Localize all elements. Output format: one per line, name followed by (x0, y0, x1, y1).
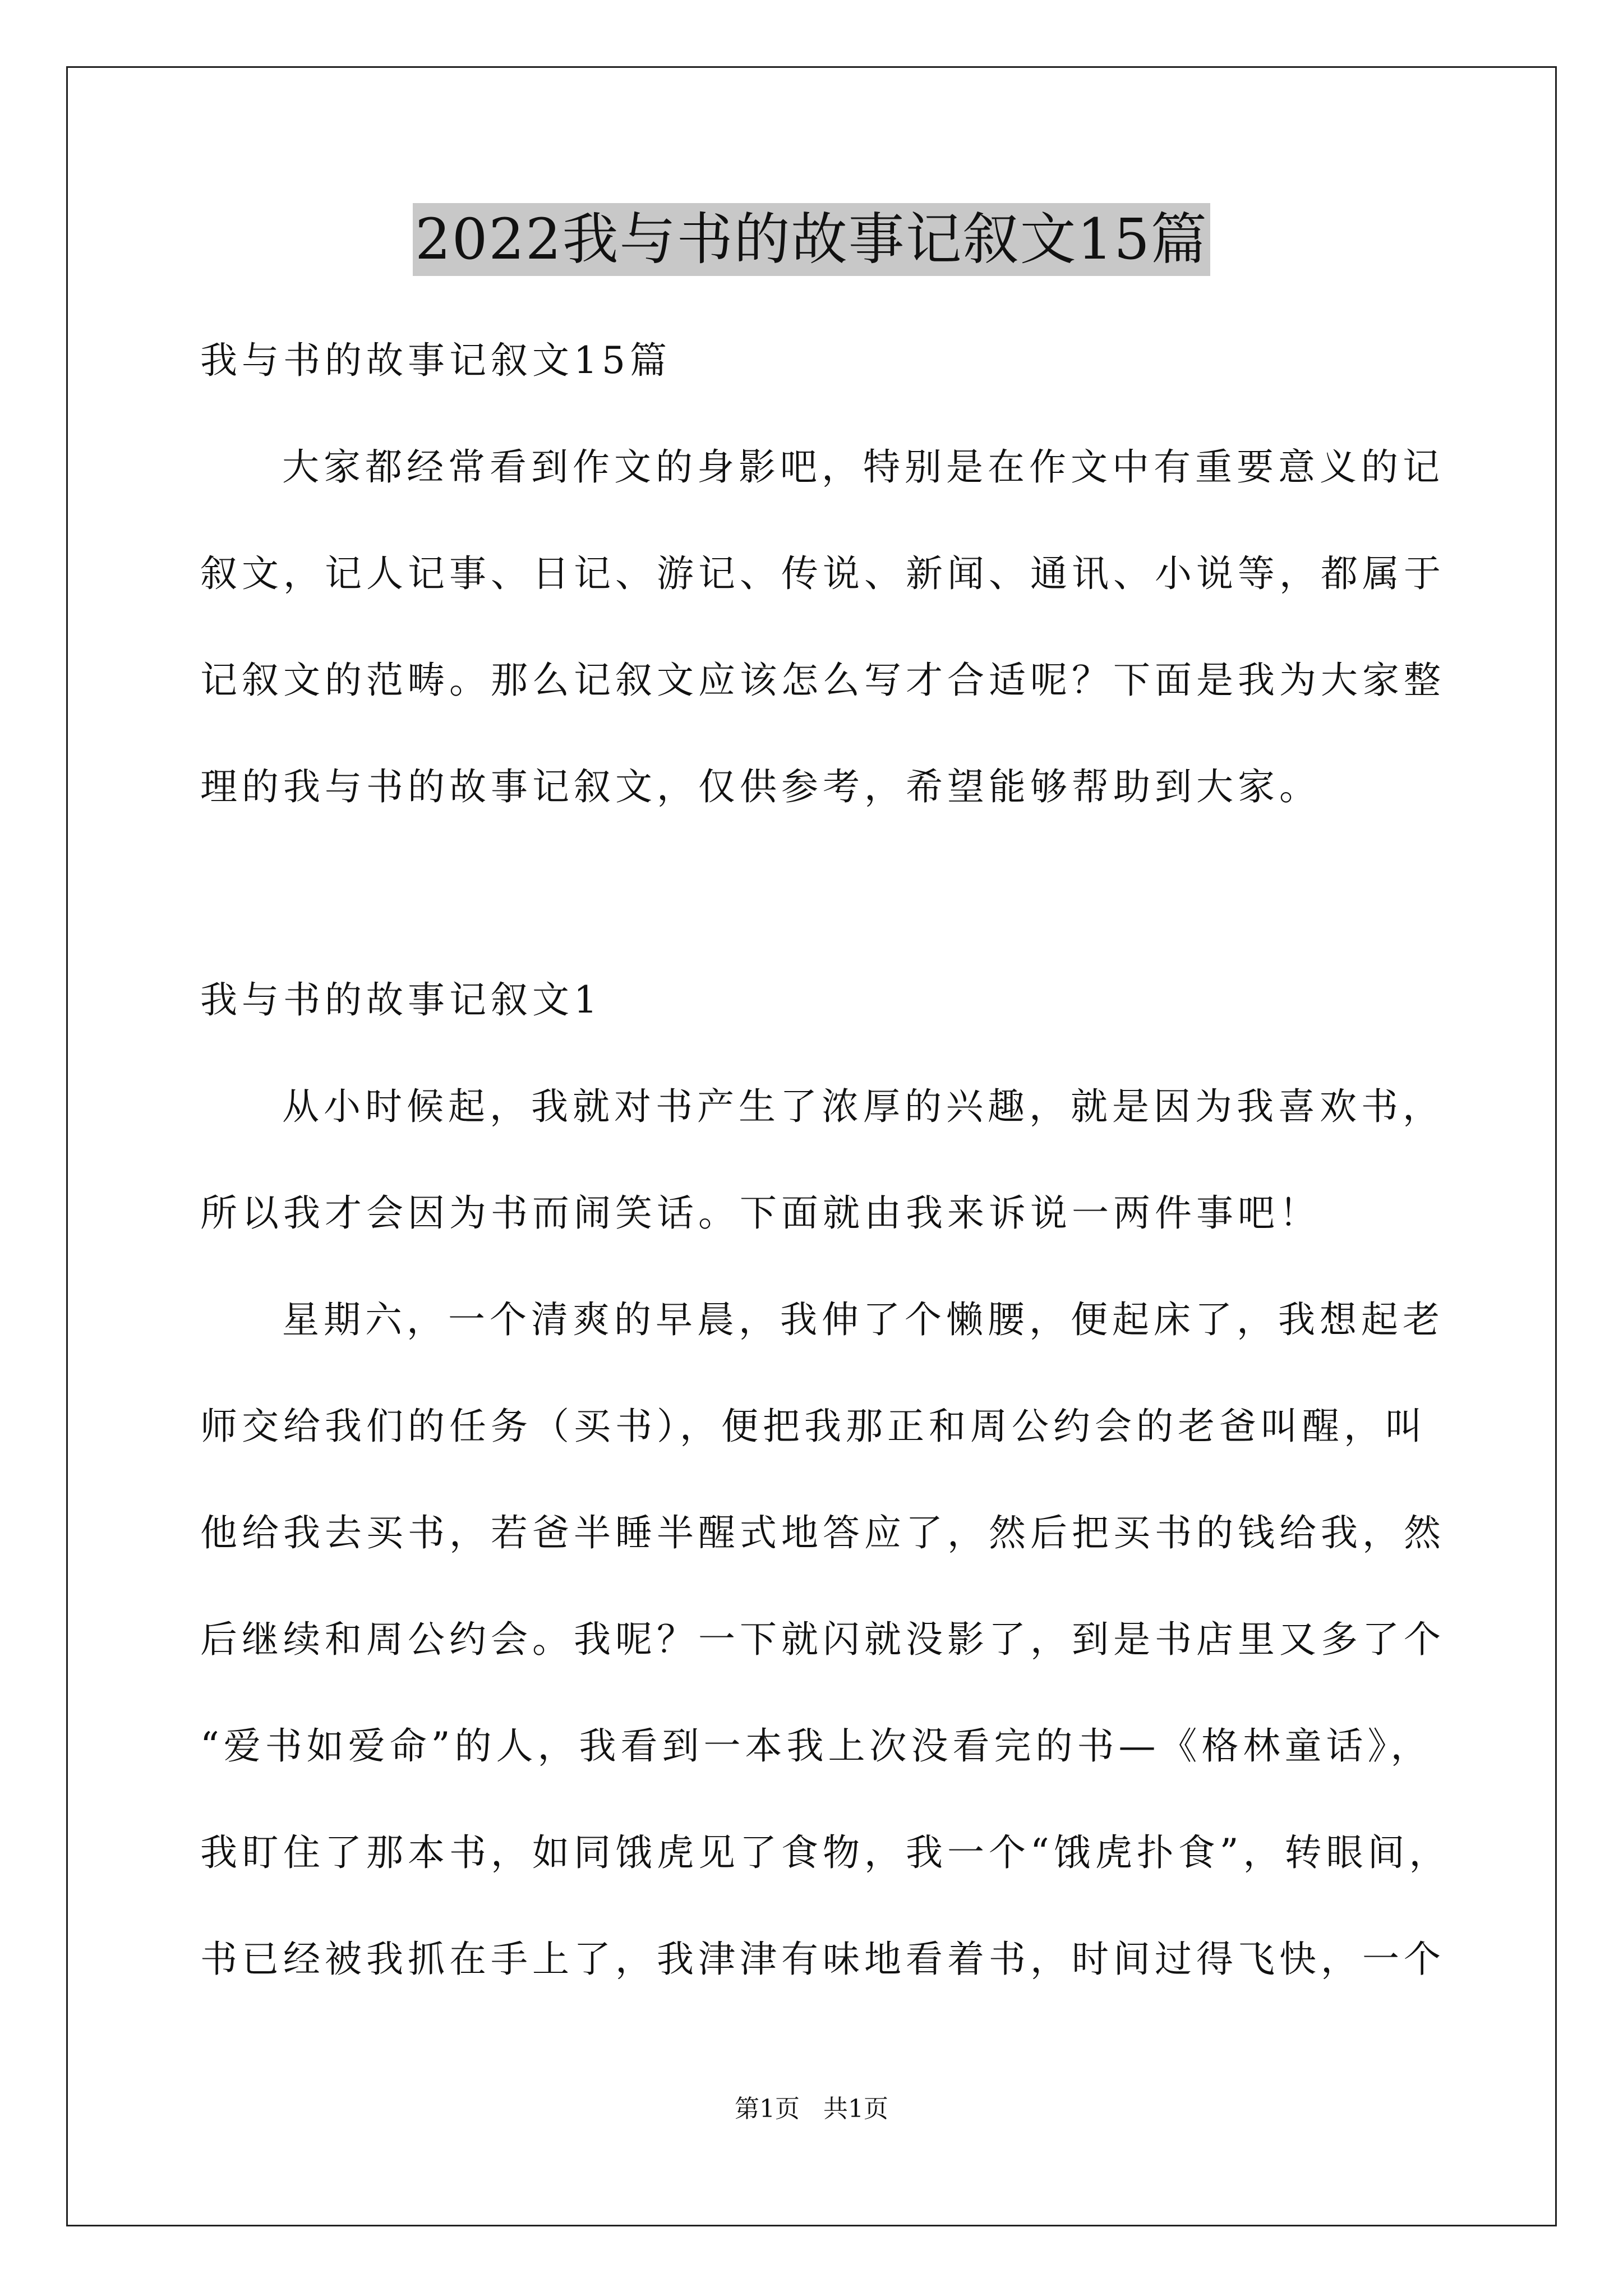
paragraph2-line-5: “爱书如爱命”的人，我看到一本我上次没看完的书—《格林童话》， (200, 1724, 1432, 1768)
paragraph2-line-3: 他给我去买书，若爸半睡半醒式地答应了，然后把买书的钱给我，然 (200, 1511, 1445, 1554)
intro-line-4: 理的我与书的故事记叙文，仅供参考，希望能够帮助到大家。 (200, 765, 1321, 808)
document-subtitle: 我与书的故事记叙文15篇 (200, 339, 671, 382)
intro-line-1: 大家都经常看到作文的身影吧，特别是在作文中有重要意义的记 (282, 445, 1444, 489)
paragraph2-line-2: 师交给我们的任务（买书），便把我那正和周公约会的老爸叫醒，叫 (200, 1405, 1427, 1448)
intro-line-3: 记叙文的范畴。那么记叙文应该怎么写才合适呢？下面是我为大家整 (200, 659, 1445, 702)
document-body (200, 307, 1456, 2013)
paragraph2-line-7: 书已经被我抓在手上了，我津津有味地看着书，时间过得飞快，一个 (200, 1938, 1445, 1981)
paragraph2-line-1: 星期六，一个清爽的早晨，我伸了个懒腰，便起床了，我想起老 (282, 1298, 1444, 1341)
document-title: 2022我与书的故事记叙文15篇 (413, 203, 1210, 276)
intro-line-2: 叙文，记人记事、日记、游记、传说、新闻、通讯、小说等，都属于 (200, 552, 1445, 595)
paragraph1-line-1: 从小时候起，我就对书产生了浓厚的兴趣，就是因为我喜欢书， (282, 1085, 1444, 1128)
title-area (0, 203, 1623, 276)
paragraph2-line-4: 后继续和周公约会。我呢？一下就闪就没影了，到是书店里又多了个 (200, 1618, 1445, 1661)
page-footer: 第1页 共1页 (735, 2095, 888, 2123)
blank-line (200, 840, 1456, 947)
paragraph1-line-2: 所以我才会因为书而闹笑话。下面就由我来诉说一两件事吧！ (200, 1191, 1321, 1235)
section-heading: 我与书的故事记叙文1 (200, 978, 602, 1022)
paragraph2-line-6: 我盯住了那本书，如同饿虎见了食物，我一个“饿虎扑食”，转眼间， (200, 1831, 1451, 1874)
